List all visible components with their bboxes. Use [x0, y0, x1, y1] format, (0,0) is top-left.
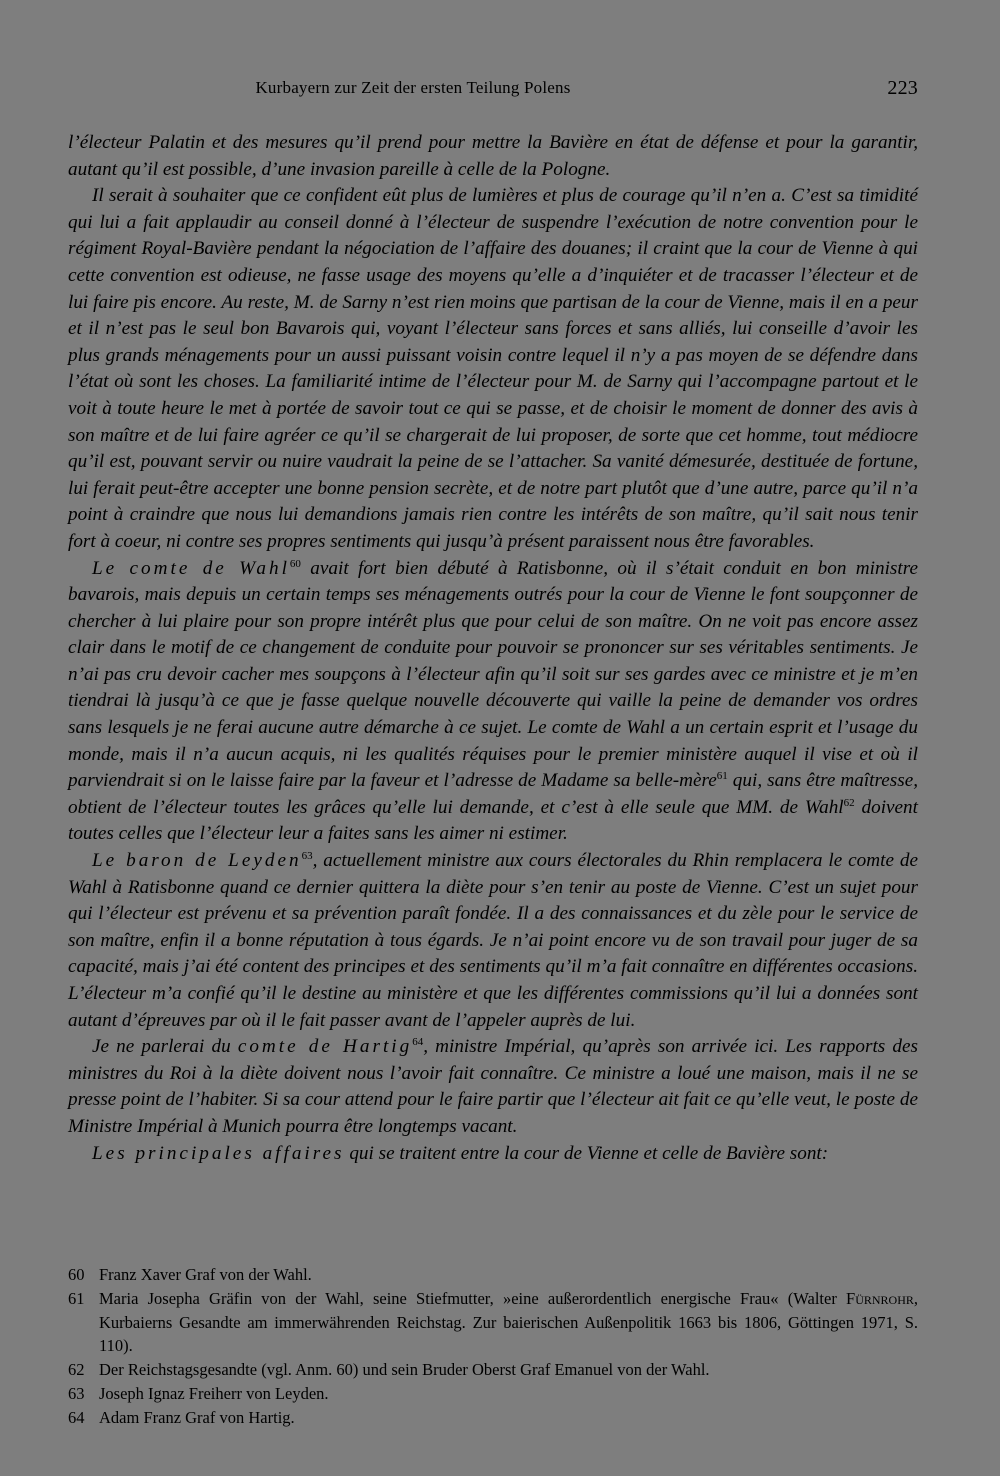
footnote-author: Fürnrohr — [846, 1288, 914, 1308]
spaced-lead-wahl: Le comte de Wahl — [92, 557, 290, 579]
footnote-ref-60: 60 — [289, 557, 301, 570]
footnote-number: 63 — [68, 1383, 85, 1403]
footnote-text: Maria Josepha Gräfin von der Wahl, seine Stiefmutter, »eine außerordentlich energische Frau« (Walter — [99, 1288, 847, 1308]
paragraph-text: avait fort bien débuté à Ratisbonne, où il s’était conduit en bon ministre bavarois, mais depuis un certain temps ses ménagements outrés pour la cour de Vienne le font soupçonner de chercher à lui plaire pour son propre intérêt plus que pour celui de son maître. On ne voit pas encore assez clair dans le motif de ce changement de conduite pour pouvoir se prononcer sur ses véritables sentiments. Je n’ai pas cru devoir cacher mes soupçons à l’électeur afin qu’il soit sur ses gardes avec ce ministre et je m’en tiendrai là jusqu’à ce que je fasse quelque nouvelle découverte qui vaille la peine de demander vos ordres sans lesquels je ne ferai aucune autre démarche à ce sujet. Le comte de Wahl a un certain esprit et l’usage du monde, mais il n’a aucun acquis, ni les qualités réquises pour le premier ministère auquel il vise et où il parviendrait si on le laisse faire par la faveur et l’adresse de Madame sa belle-mère — [68, 557, 918, 792]
paragraph-2 — [68, 183, 918, 555]
footnote-61 — [68, 1287, 918, 1358]
paragraph-6 — [68, 1141, 918, 1168]
footnote-63 — [68, 1382, 918, 1406]
paragraph-text: doivent toutes celles que l’électeur leur a faites sans les aimer ni estimer. — [68, 796, 918, 845]
paragraph-text: qui se traitent entre la cour de Vienne et celle de Bavière sont: — [344, 1142, 829, 1164]
spaced-lead-leyden: Le baron de Leyden — [92, 850, 302, 872]
paragraph-3 — [68, 556, 918, 849]
footnote-ref-61: 61 — [716, 770, 728, 783]
paragraph-text: Il serait à souhaiter que ce confident eût plus de lumières et plus de courage qu’il n’en a. C’est sa timidité qui lui a fait applaudir au conseil donné à l’électeur de suspendre l’exécution de notre convention pour le régiment Royal-Bavière pendant la négociation de l’affaire des douanes; il craint que la cour de Vienne à qui cette convention est odieuse, ne fasse usage des moyens qu’elle a d’inquiéter et de tracasser l’électeur et de lui faire pis encore. Au reste, M. de Sarny n’est rien moins que partisan de la cour de Vienne, mais il en a peur et il n’est pas le seul bon Bavarois qui, voyant l’électeur sans forces et sans alliés, lui conseille d’avoir les plus grands ménagements pour un aussi puissant voisin contre lequel il n’y a pas moyen de se défendre dans l’état où sont les choses. La familiarité intime de l’électeur pour M. de Sarny qui l’accompagne partout et le voit à toute heure le met à portée de savoir tout ce qui se passe, et de choisir le moment de donner des avis à son maître et de lui faire agréer ce qu’il se chargerait de lui proposer, de sorte que cet homme, tout médiocre qu’il est, pouvant servir ou nuire vaudrait la peine de se l’attacher. Sa vanité démesurée, destituée de fortune, lui ferait peut-être accepter une bonne pension secrète, et de notre part plutôt que d’une autre, parce qu’il n’a point à craindre que nous lui demandions jamais rien contre les intérêts de son maître, qu’il sait nous tenir fort à coeur, ni contre ses propres sentiments qui jusqu’à présent paraissent nous être favorables. — [68, 185, 918, 552]
footnote-text: Adam Franz Graf von Hartig. — [99, 1407, 295, 1427]
paragraph-4 — [68, 848, 918, 1034]
running-title: Kurbayern zur Zeit der ersten Teilung Polens — [255, 78, 571, 97]
footnote-number: 60 — [68, 1265, 85, 1284]
spaced-lead-hartig: comte de Hartig — [237, 1036, 413, 1058]
paragraph-text: , ministre Impérial, qu’après son arrivée ici. Les rapports des ministres du Roi à la diète doivent nous l’avoir fait connaître. Ce ministre a loué une maison, mais il ne se presse point de l’habiter. Si sa cour attend pour le faire partir que l’électeur ait fait ce qu’elle veut, le poste de Ministre Impérial à Munich pourra être longtemps vacant. — [68, 1036, 918, 1137]
paragraph-text: Je ne parlerai du — [92, 1036, 238, 1058]
footnote-62 — [68, 1358, 918, 1382]
footnote-ref-64: 64 — [412, 1036, 424, 1049]
footnote-text: Joseph Ignaz Freiherr von Leyden. — [99, 1383, 329, 1403]
footnote-ref-63: 63 — [301, 850, 313, 863]
body-text — [68, 130, 918, 1167]
spaced-lead-affaires: Les principales affaires — [92, 1142, 345, 1164]
footnote-number: 61 — [68, 1288, 85, 1308]
footnote-number: 62 — [68, 1360, 85, 1380]
footnote-text: Der Reichstagsgesandte (vgl. Anm. 60) und sein Bruder Oberst Graf Emanuel von der Wahl. — [99, 1360, 710, 1380]
footnote-text: Franz Xaver Graf von der Wahl. — [99, 1265, 312, 1284]
footnote-60 — [68, 1263, 918, 1287]
page-number: 223 — [887, 77, 918, 99]
footnote-ref-62: 62 — [843, 796, 855, 809]
footnote-64 — [68, 1406, 918, 1430]
paragraph-5 — [68, 1034, 918, 1140]
footnotes — [68, 1263, 918, 1430]
paragraph-text: qui, sans être maîtresse, obtient de l’électeur toutes les grâces qu’elle lui demande, et c’est à elle seule que MM. de Wahl — [68, 770, 919, 818]
paragraph-text: , actuellement ministre aux cours électorales du Rhin remplacera le comte de Wahl à Ratisbonne quand ce dernier quittera la diète pour s’en tenir au poste de Vienne. C’est un sujet pour qui l’électeur est prévenu et sa prévention paraît fondée. Il a des connaissances et du zèle pour le service de son maître, enfin il a bonne réputation à tous égards. Je n’ai point encore vu de son travail pour juger de sa capacité, mais j’ai été content des principes et des sentiments qu’il m’a fait connaître en différentes occasions. L’électeur m’a confié qu’il le destine au ministère et que les différentes commissions qu’il lui a données sont autant d’épreuves par où il le fait passer avant de l’appeler auprès de lui. — [68, 850, 918, 1031]
paragraph-text: l’électeur Palatin et des mesures qu’il prend pour mettre la Bavière en état de défense et pour la garantir, autant qu’il est possible, d’une invasion pareille à celle de la Pologne. — [68, 132, 918, 180]
footnote-number: 64 — [68, 1407, 85, 1427]
footnote-text: , Kurbaierns Gesandte am immerwährenden Reichstag. Zur baierischen Außenpolitik 1663 bis 1806, Göttingen 1971, S. 110). — [99, 1288, 918, 1356]
paragraph-1 — [68, 130, 918, 183]
